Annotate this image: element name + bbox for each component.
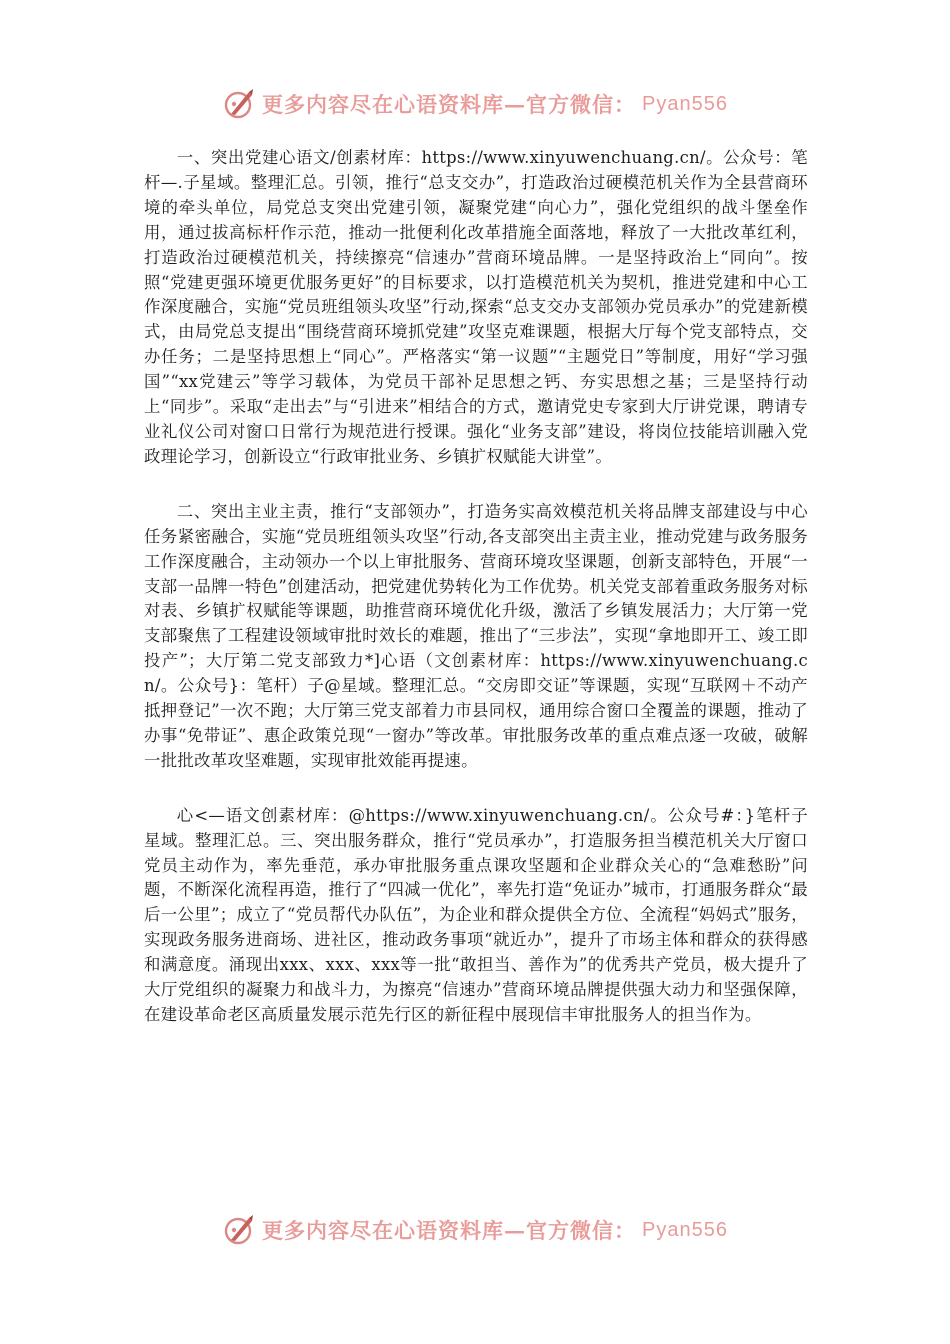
watermark-text: 更多内容尽在心语资料库—官方微信：: [262, 1218, 637, 1243]
header-watermark-banner: [0, 82, 950, 126]
paragraph-1: 一、突出党建心语文/创素材库：https://www.xinyuwenchuang.cn/。公众号：笔杆—.子星域。整理汇总。引领，推行“总支交办”，打造政治过硬模范机关作为全县营商环境的牵头单位，局党总支突出党建引领，凝聚党建“向心力”，强化党组织的战斗堡垒作用，通过拔高标杆作示范，推动一批便利化改革措施全面落地，释放了一大批改革红利，打造政治过硬模范机关，持续擦亮“信速办”营商环境品牌。一是坚持政治上“同向”。按照“党建更强环境更优服务更好”的目标要求，以打造模范机关为契机，推进党建和中心工作深度融合，实施“党员班组领头攻坚”行动,探索“总支交办支部领办党员承办”的党建新模式，由局党总支提出“围绕营商环境抓党建”攻坚克难课题，根据大厅每个党支部特点，交办任务；二是坚持思想上“同心”。严格落实“第一议题”“主题党日”等制度，用好“学习强国”“xx党建云”等学习载体，为党员干部补足思想之钙、夯实思想之基；三是坚持行动上“同步”。采取“走出去”与“引进来”相结合的方式，邀请党史专家到大厅讲党课，聘请专业礼仪公司对窗口日常行为规范进行授课。强化“业务支部”建设，将岗位技能培训融入党政理论学习，创新设立“行政审批业务、乡镇扩权赋能大讲堂”。: [144, 148, 808, 466]
footer-watermark-banner: [0, 1208, 950, 1252]
watermark-text: 更多内容尽在心语资料库—官方微信：: [262, 92, 637, 117]
quill-seal-icon: [222, 87, 256, 121]
quill-seal-icon: [222, 1213, 256, 1247]
watermark-wechat-id: Pyan556: [642, 92, 728, 115]
paragraph-2: 二、突出主业主责，推行“支部领办”，打造务实高效模范机关将品牌支部建设与中心任务紧密融合，实施“党员班组领头攻坚”行动,各支部突出主责主业，推动党建与政务服务工作深度融合，主动领办一个以上审批服务、营商环境攻坚课题，创新支部特色，开展“一支部一品牌一特色”创建活动，把党建优势转化为工作优势。机关党支部着重政务服务对标对表、乡镇扩权赋能等课题，助推营商环境优化升级，激活了乡镇发展活力；大厅第一党支部聚焦了工程建设领域审批时效长的难题，推出了“三步法”，实现“拿地即开工、竣工即投产”；大厅第二党支部致力*]心语（文创素材库：https://www.xinyuwenchuang.cn/。公众号}：笔杆）子@星域。整理汇总。“交房即交证”等课题，实现“互联网＋不动产抵押登记”一次不跑；大厅第三党支部着力市县同权，通用综合窗口全覆盖的课题，推动了办事“免带证”、惠企政策兑现“一窗办”等改革。审批服务改革的重点难点逐一攻破，破解一批批改革攻坚难题，实现审批效能再提速。: [144, 501, 808, 770]
watermark-wechat-id: Pyan556: [642, 1218, 728, 1241]
paragraph-3: 心<—语文创素材库：@https://www.xinyuwenchuang.cn/。公众号#：}笔杆子星域。整理汇总。三、突出服务群众，推行“党员承办”，打造服务担当模范机关大厅窗口党员主动作为，率先垂范，承办审批服务重点课攻坚题和企业群众关心的“急难愁盼”问题，不断深化流程再造，推行了“四减一优化”，率先打造“免证办”城市，打通服务群众“最后一公里”；成立了“党员帮代办队伍”，为企业和群众提供全方位、全流程“妈妈式”服务，实现政务服务进商场、进社区，推动政务事项“就近办”，提升了市场主体和群众的获得感和满意度。涌现出xxx、xxx、xxx等一批“敢担当、善作为”的优秀共产党员，极大提升了大厅党组织的凝聚力和战斗力，为擦亮“信速办”营商环境品牌提供强大动力和坚强保障，在建设革命老区高质量发展示范先行区的新征程中展现信丰审批服务人的担当作为。: [144, 805, 808, 1024]
document-body: [144, 146, 808, 1058]
